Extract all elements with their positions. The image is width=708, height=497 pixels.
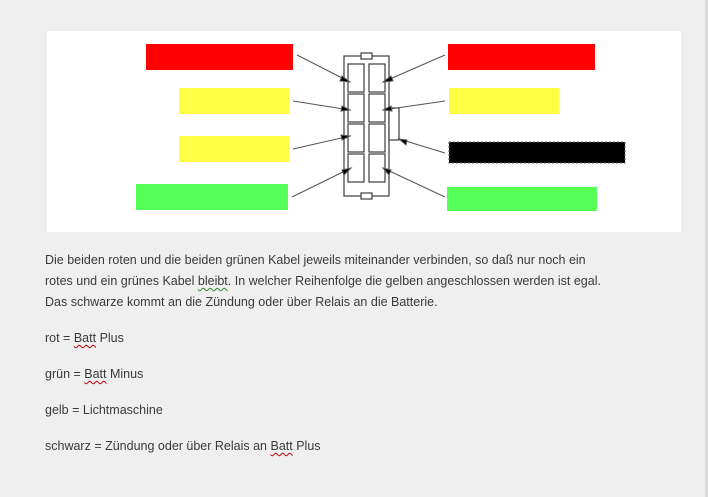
spellcheck-word: Batt [84,367,107,381]
legend-gruen [45,364,143,385]
spellcheck-word: Batt [270,439,293,453]
paragraph-line-1: Die beiden roten und die beiden grünen Kabel jeweils miteinander verbinden, so daß nur noch ein [45,253,586,267]
paragraph-line-3: Das schwarze kommt an die Zündung oder über Relais an die Batterie. [45,295,438,309]
legend-rot-pre: rot = [45,331,74,345]
wire-right-1 [448,44,595,70]
wire-right-3 [449,142,625,163]
wire-right-2 [449,88,559,114]
paragraph-line-2-post: . In welcher Reihenfolge die gelben angeschlossen werden ist egal. [227,274,601,288]
legend-schwarz [45,436,321,457]
wire-left-3 [179,136,289,162]
legend-gruen-pre: grün = [45,367,85,381]
instructions [45,250,685,453]
legend-gruen-post: Minus [106,367,144,381]
wire-left-4 [136,184,288,210]
spellcheck-word: bleibt [197,274,228,288]
legend-rot-post: Plus [96,331,124,345]
legend-gelb: gelb = Lichtmaschine [45,403,163,417]
wire-right-4 [447,187,597,211]
connector [344,53,399,199]
spellcheck-word: Batt [73,331,97,345]
legend-rot [45,328,124,349]
wire-left-1 [146,44,293,70]
paragraph-line-2 [45,271,685,292]
wiring-diagram [47,31,681,232]
legend-schwarz-pre: schwarz = Zündung oder über Relais an [45,439,271,453]
legend-schwarz-post: Plus [292,439,321,453]
wiring-diagram-svg [47,31,681,232]
paragraph-line-2-pre: rotes und ein grünes Kabel [45,274,198,288]
wire-left-2 [179,88,289,114]
